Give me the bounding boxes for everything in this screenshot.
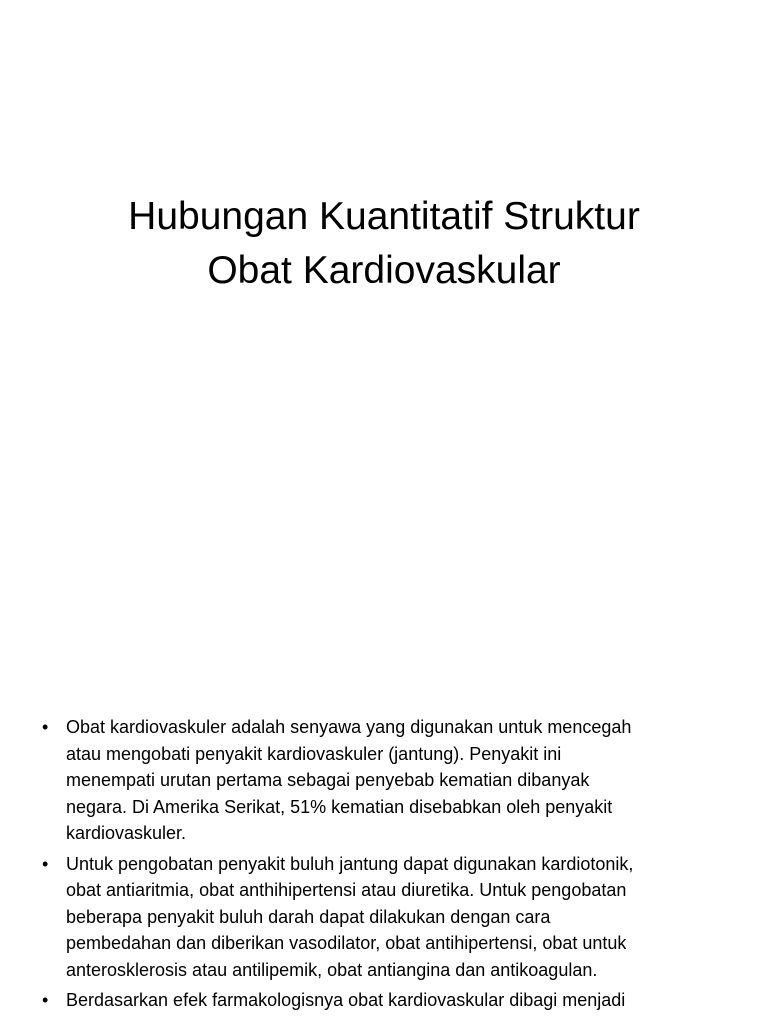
- slide-title: [0, 190, 768, 298]
- bullet-dot-icon: •: [42, 990, 49, 1010]
- bullet-line: beberapa penyakit buluh darah dapat dilakukan dengan cara: [66, 906, 551, 927]
- bullet-item: [40, 714, 740, 847]
- bullet-line: Untuk pengobatan penyakit buluh jantung dapat digunakan kardiotonik,: [66, 853, 634, 874]
- bullet-item: [40, 851, 740, 984]
- bullet-dot-icon: •: [42, 717, 49, 737]
- bullet-line: Berdasarkan efek farmakologisnya obat kardiovaskular dibagi menjadi: [66, 990, 626, 1010]
- slide-title-line-2: Obat Kardiovaskular: [207, 249, 561, 292]
- bullet-line: atau mengobati penyakit kardiovaskuler (jantung). Penyakit ini: [66, 743, 562, 764]
- slide-title-line-1: Hubungan Kuantitatif Struktur: [128, 195, 640, 238]
- bullet-line: negara. Di Amerika Serikat, 51% kematian disebabkan oleh penyakit: [66, 796, 613, 817]
- bullet-line: Obat kardiovaskuler adalah senyawa yang digunakan untuk mencegah: [66, 717, 632, 737]
- bullet-line: kardiovaskuler.: [66, 823, 187, 843]
- bullet-line: menempati urutan pertama sebagai penyebab kematian dibanyak: [66, 770, 590, 790]
- bullet-list: [40, 714, 740, 1018]
- bullet-dot-icon: •: [42, 853, 49, 874]
- bullet-line: pembedahan dan diberikan vasodilator, obat antihipertensi, obat untuk: [66, 933, 627, 953]
- bullet-item: [40, 987, 740, 1014]
- bullet-line: obat antiaritmia, obat anthihipertensi atau diuretika. Untuk pengobatan: [66, 880, 627, 900]
- bullet-line: anterosklerosis atau antilipemik, obat antiangina dan antikoagulan.: [66, 959, 598, 980]
